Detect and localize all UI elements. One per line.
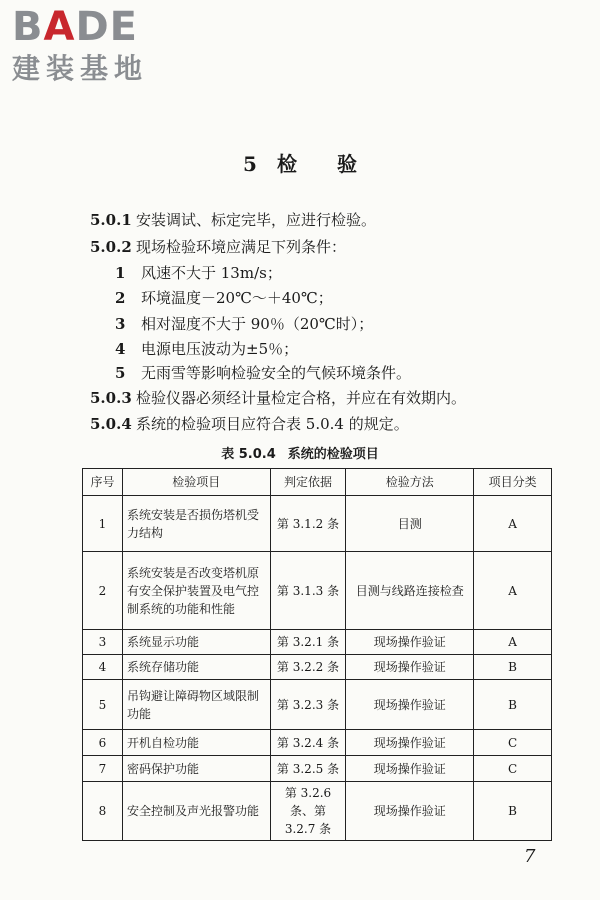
table-row: 5 吊钩避让障碍物区域限制功能 第 3.2.3 条 现场操作验证 B (83, 680, 552, 730)
condition-item: 4 电源电压波动为±5％； (115, 340, 299, 358)
header-no: 序号 (83, 469, 123, 496)
chapter-title: 5 检 验 (243, 152, 357, 176)
logo-chinese: 建装基地 (12, 52, 149, 85)
condition-item: 2 环境温度－20℃～＋40℃； (115, 289, 333, 307)
condition-item: 1 风速不大于 13m/s； (115, 264, 282, 282)
table-row: 7 密码保护功能 第 3.2.5 条 现场操作验证 C (83, 756, 552, 782)
logo-wordmark: BADE (12, 4, 138, 50)
table-row: 4 系统存储功能 第 3.2.2 条 现场操作验证 B (83, 655, 552, 680)
clause-5-0-3: 5.0.3 检验仪器必须经计量检定合格，并应在有效期内。 (90, 389, 467, 407)
inspection-items-table (82, 468, 552, 841)
condition-item: 5 无雨雪等影响检验安全的气候环境条件。 (115, 364, 412, 382)
header-class: 项目分类 (474, 469, 552, 496)
table-row: 1 系统安装是否损伤塔机受力结构 第 3.1.2 条 目测 A (83, 496, 552, 552)
table-caption: 表 5.0.4 系统的检验项目 (221, 447, 379, 462)
clause-5-0-1: 5.0.1 安装调试、标定完毕，应进行检验。 (90, 211, 377, 229)
header-basis: 判定依据 (270, 469, 346, 496)
table-row: 8 安全控制及声光报警功能 第 3.2.6 条、第 3.2.7 条 现场操作验证 B (83, 782, 552, 841)
table-row: 2 系统安装是否改变塔机原有安全保护装置及电气控制系统的功能和性能 第 3.1.3 条 目测与线路连接检查 A (83, 552, 552, 630)
table-header-row (83, 469, 552, 496)
header-item: 检验项目 (122, 469, 270, 496)
header-method: 检验方法 (346, 469, 474, 496)
table-row: 6 开机自检功能 第 3.2.4 条 现场操作验证 C (83, 730, 552, 756)
site-logo (12, 4, 148, 86)
table-row: 3 系统显示功能 第 3.2.1 条 现场操作验证 A (83, 630, 552, 655)
clause-5-0-4: 5.0.4 系统的检验项目应符合表 5.0.4 的规定。 (90, 415, 409, 433)
page-number: 7 (524, 846, 536, 867)
clause-5-0-2: 5.0.2 现场检验环境应满足下列条件： (90, 238, 347, 256)
condition-item: 3 相对湿度不大于 90％（20℃时）； (115, 315, 374, 333)
